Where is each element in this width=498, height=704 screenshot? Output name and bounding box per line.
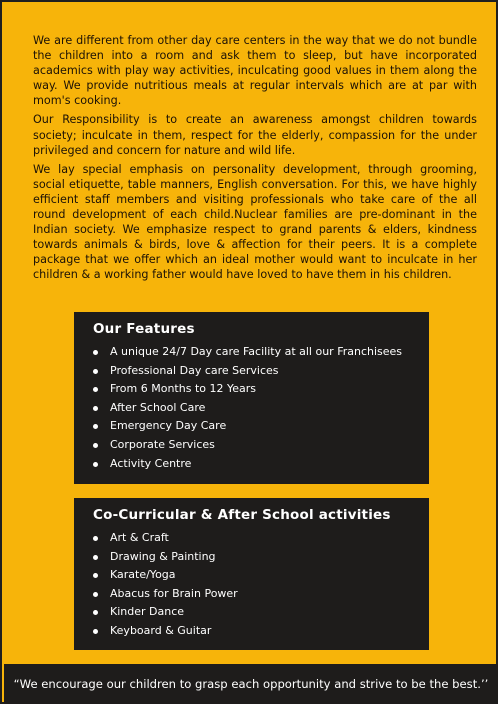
bullet-icon [93, 629, 98, 634]
list-item [93, 622, 413, 641]
bullet-icon [93, 443, 98, 448]
list-item-label: Corporate Services [110, 437, 215, 451]
intro-paragraph-2: Our Responsibility is to create an awareness amongst children towards society; inculcate in them, respect for the elderly, compassion for the under privileged and concern for nature and wild life. [33, 113, 477, 157]
bullet-icon [93, 406, 98, 411]
list-item-label: Keyboard & Guitar [110, 623, 212, 637]
list-item-label: Art & Craft [110, 531, 169, 544]
list-item [93, 362, 413, 381]
features-title: Our Features [93, 321, 195, 337]
list-item [93, 548, 413, 567]
features-list [93, 343, 413, 473]
bullet-icon [93, 369, 98, 374]
bullet-icon [93, 573, 98, 578]
list-item [93, 436, 413, 455]
list-item-label: Professional Day care Services [110, 363, 279, 377]
list-item-label: Activity Centre [110, 456, 192, 470]
bullet-icon [93, 350, 98, 355]
list-item-label: From 6 Months to 12 Years [110, 382, 257, 396]
bullet-icon [93, 610, 98, 615]
intro-paragraph-1: We are different from other day care centers in the way that we do not bundle the children into a room and ask them to sleep, but have incorporated academics with play way activities, inculcating good values in them along the way. We provide nutritious meals at regular intervals which are at par with mom's cooking. [33, 34, 477, 108]
list-item-label: Kinder Dance [110, 605, 185, 619]
footer-quote: “We encourage our children to grasp each opportunity and strive to be the best.’’ [13, 677, 489, 691]
features-panel [74, 312, 429, 484]
bullet-icon [93, 462, 98, 467]
intro-paragraph-3: We lay special emphasis on personality development, through grooming, social etiquette, table manners, English conversation. For this, we have highly efficient staff members and visiting professionals who take care of the all round development of each child.Nuclear families are pre-dominant in the Indian society. We emphasize respect to grand parents & elders, kindness towards animals & birds, love & affection for their peers. It is a complete package that we offer which an ideal mother would want to inculcate in her children & a working father would have loved to have them in his children. [33, 162, 477, 282]
activities-list [93, 529, 413, 641]
list-item [93, 417, 413, 436]
list-item-label: Emergency Day Care [110, 419, 227, 433]
intro-text [33, 33, 477, 287]
activities-panel [74, 498, 429, 650]
list-item [93, 343, 413, 362]
list-item [93, 566, 413, 585]
bullet-icon [93, 536, 98, 541]
footer-quote-bar [4, 664, 498, 704]
activities-title: Co-Curricular & After School activities [93, 507, 391, 523]
list-item [93, 603, 413, 622]
bullet-icon [93, 424, 98, 429]
list-item-label: Abacus for Brain Power [110, 586, 238, 600]
bullet-icon [93, 555, 98, 560]
list-item-label: Karate/Yoga [110, 568, 176, 582]
list-item [93, 380, 413, 399]
list-item-label: Drawing & Painting [110, 549, 216, 563]
list-item [93, 399, 413, 418]
list-item [93, 529, 413, 548]
bullet-icon [93, 592, 98, 597]
list-item-label: After School Care [110, 400, 206, 414]
list-item [93, 585, 413, 604]
bullet-icon [93, 387, 98, 392]
list-item-label: A unique 24/7 Day care Facility at all our Franchisees [110, 345, 403, 358]
list-item [93, 455, 413, 474]
